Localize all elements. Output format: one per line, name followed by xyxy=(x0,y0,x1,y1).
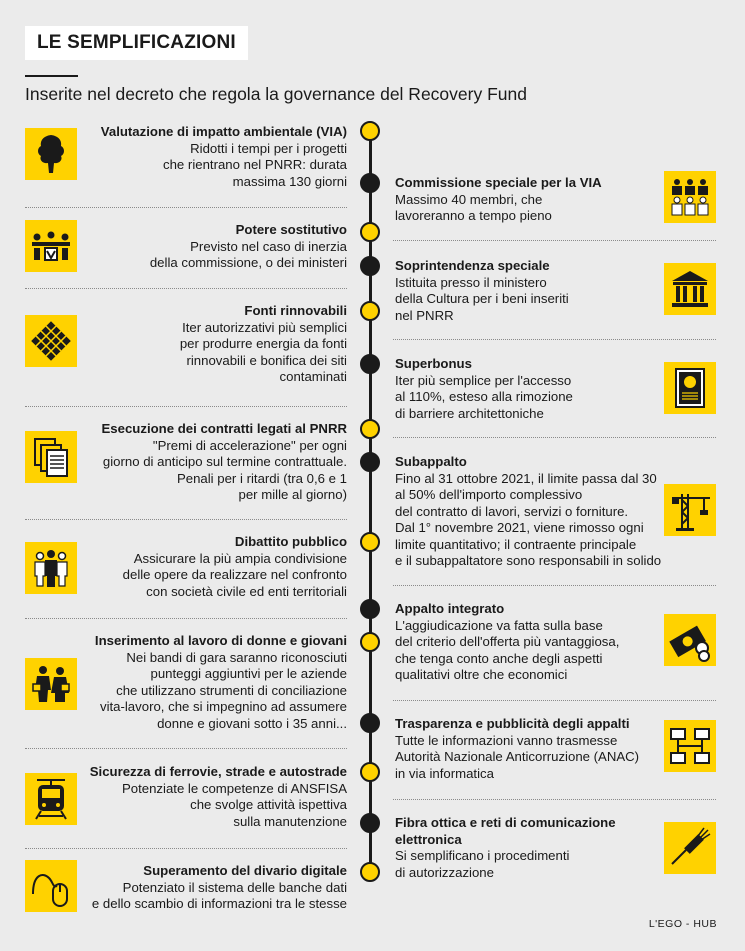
workers-icon xyxy=(25,658,77,710)
timeline-dot xyxy=(360,599,380,619)
timeline-dot xyxy=(360,301,380,321)
tree-icon xyxy=(25,128,77,180)
page-title: LE SEMPLIFICAZIONI xyxy=(25,26,248,60)
money-icon xyxy=(664,614,716,666)
separator xyxy=(25,748,347,749)
mouse-icon xyxy=(25,860,77,912)
title-rule xyxy=(25,75,78,77)
timeline-dot xyxy=(360,173,380,193)
item-text: Potenziate le competenze di ANSFISA che svolge attività ispettiva sulla manutenzione xyxy=(121,780,347,829)
timeline-dot xyxy=(360,762,380,782)
item-heading: Potere sostitutivo xyxy=(235,222,347,237)
separator xyxy=(25,519,347,520)
commission-icon xyxy=(664,171,716,223)
item-text: L'aggiudicazione va fatta sulla base del criterio dell'offerta più vantaggiosa, che tenga conto anche degli aspetti qualitativi oltre che economici xyxy=(395,617,620,682)
timeline-dot xyxy=(360,713,380,733)
item-heading: Fibra ottica e reti di comunicazione elettronica xyxy=(395,815,616,847)
timeline-dot xyxy=(360,862,380,882)
item-text: "Premi di accelerazione" per ogni giorno di anticipo sul termine contrattuale. Penali per i ritardi (tra 0,6 e 1 per mille al giorno) xyxy=(102,437,347,502)
item-via xyxy=(80,124,347,190)
timeline-dot xyxy=(360,532,380,552)
item-heading: Superbonus xyxy=(395,356,472,371)
item-heading: Commissione speciale per la VIA xyxy=(395,175,602,190)
fiber-cable-icon xyxy=(664,822,716,874)
separator xyxy=(393,339,716,340)
separator xyxy=(393,437,716,438)
timeline-dot xyxy=(360,813,380,833)
item-text: Iter più semplice per l'accesso al 110%, esteso alla rimozione di barriere architettoniche xyxy=(395,372,573,421)
item-heading: Trasparenza e pubblicità degli appalti xyxy=(395,716,630,731)
train-icon xyxy=(25,773,77,825)
item-subappalto xyxy=(395,454,685,570)
item-text: Previsto nel caso di inerzia della commissione, o dei ministeri xyxy=(149,238,347,270)
item-donne-giovani xyxy=(80,633,347,732)
separator xyxy=(25,207,347,208)
item-text: Potenziato il sistema delle banche dati e dello scambio di informazioni tra le stesse xyxy=(91,879,347,911)
item-text: Massimo 40 membri, che lavoreranno a tempo pieno xyxy=(395,191,552,223)
separator xyxy=(393,799,716,800)
item-heading: Superamento del divario digitale xyxy=(143,863,347,878)
separator xyxy=(393,700,716,701)
timeline-dot xyxy=(360,452,380,472)
item-appalto-integrato xyxy=(395,601,660,684)
item-heading: Valutazione di impatto ambientale (VIA) xyxy=(100,124,347,139)
separator xyxy=(25,288,347,289)
item-commissione-via xyxy=(395,175,660,225)
credit: L'EGO - HUB xyxy=(648,918,717,930)
item-sicurezza-ferrovie xyxy=(80,764,347,830)
solar-panel-icon xyxy=(25,315,77,367)
separator xyxy=(393,240,716,241)
crane-icon xyxy=(664,484,716,536)
item-potere-sostitutivo xyxy=(80,222,347,272)
item-heading: Soprintendenza speciale xyxy=(395,258,550,273)
separator xyxy=(25,848,347,849)
meeting-vote-icon xyxy=(25,220,77,272)
item-fibra-ottica xyxy=(395,815,660,881)
item-heading: Sicurezza di ferrovie, strade e autostrade xyxy=(89,764,347,779)
item-text: Ridotti i tempi per i progetti che rientrano nel PNRR: durata massima 130 giorni xyxy=(163,140,347,189)
timeline-dot xyxy=(360,354,380,374)
item-heading: Esecuzione dei contratti legati al PNRR xyxy=(101,421,347,436)
timeline-dot xyxy=(360,419,380,439)
separator xyxy=(393,585,716,586)
item-text: Assicurare la più ampia condivisione delle opere da realizzare nel confronto con società civile ed enti territoriali xyxy=(122,550,347,599)
item-trasparenza xyxy=(395,716,660,782)
item-text: Tutte le informazioni vanno trasmesse Autorità Nazionale Anticorruzione (ANAC) in via informatica xyxy=(395,732,640,781)
item-fonti-rinnovabili xyxy=(80,303,347,386)
item-heading: Fonti rinnovabili xyxy=(244,303,347,318)
item-heading: Inserimento al lavoro di donne e giovani xyxy=(94,633,347,648)
network-icon xyxy=(664,720,716,772)
item-esecuzione-contratti xyxy=(80,421,347,504)
page-subtitle: Inserite nel decreto che regola la governance del Recovery Fund xyxy=(25,84,527,104)
museum-icon xyxy=(664,263,716,315)
timeline-dot xyxy=(360,121,380,141)
certificate-icon xyxy=(664,362,716,414)
item-text: Iter autorizzativi più semplici per produrre energia da fonti rinnovabili e bonifica dei siti contaminati xyxy=(179,319,347,384)
separator xyxy=(25,406,347,407)
item-soprintendenza xyxy=(395,258,660,324)
item-heading: Dibattito pubblico xyxy=(234,534,347,549)
timeline-dot xyxy=(360,632,380,652)
item-text: Istituita presso il ministero della Cultura per i beni inseriti nel PNRR xyxy=(395,274,569,323)
item-text: Fino al 31 ottobre 2021, il limite passa dal 30 al 50% dell'importo complessivo del contratto di lavori, servizi o forniture. Dal 1° novembre 2021, viene rimosso ogni limite quantitativo; il contraente principale e il subappaltatore sono responsabili in solido xyxy=(395,470,662,568)
item-divario-digitale xyxy=(80,863,347,913)
item-text: Si semplificano i procedimenti di autorizzazione xyxy=(395,848,570,880)
item-superbonus xyxy=(395,356,660,422)
separator xyxy=(25,618,347,619)
timeline-dot xyxy=(360,256,380,276)
timeline-dot xyxy=(360,222,380,242)
people-icon xyxy=(25,542,77,594)
item-heading: Subappalto xyxy=(395,454,467,469)
documents-icon xyxy=(25,431,77,483)
item-heading: Appalto integrato xyxy=(395,601,505,616)
item-text: Nei bandi di gara saranno riconosciuti punteggi aggiuntivi per le aziende che utilizzano strumenti di conciliazione vita-lavoro, che si impegnino ad assumere donne e giovani sotto i 35 anni... xyxy=(99,649,347,731)
item-dibattito-pubblico xyxy=(80,534,347,600)
